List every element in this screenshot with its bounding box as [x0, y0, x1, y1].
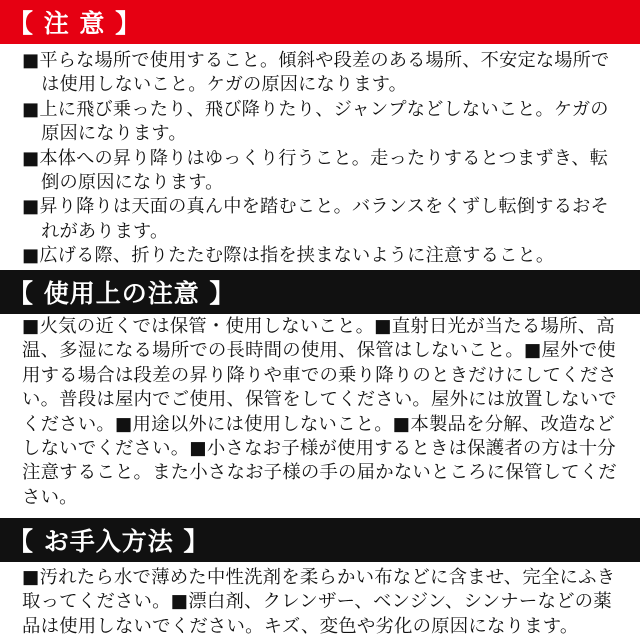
caution-list [22, 49, 624, 269]
caution-item: ■広げる際、折りたたむ際は指を挟まないように注意すること。 [22, 245, 555, 267]
usage-paragraph: ■火気の近くでは保管・使用しないこと。■直射日光が当たる場所、高温、多湿になる場所での長時間の使用、保管はしないこと。■屋外で使用する場合は段差の昇り降りや車での乗り降りのときだけにしてください。普段は屋内でご使用、保管をしてください。屋外には放置しないでください。■用途以外には使用しないこと。■本製品を分解、改造などしないでください。■小さなお子様が使用するときは保護者の方は十分注意すること。また小さなお子様の手の届かないところに保管してください。 [22, 316, 617, 508]
caution-item: ■平らな場所で使用すること。傾斜や段差のある場所、不安定な場所では使用しないこと。ケガの原因になります。 [22, 50, 610, 96]
usage-title: 【 使用上の注意 】 [8, 279, 236, 308]
care-title: 【 お手入方法 】 [8, 527, 210, 556]
care-text-block [22, 566, 626, 639]
caution-header [0, 0, 640, 44]
care-header [0, 518, 640, 562]
caution-item: ■本体への昇り降りはゆっくり行うこと。走ったりするとつまずき、転倒の原因になります。 [22, 147, 609, 194]
caution-title: 【 注 意 】 [8, 9, 142, 38]
caution-item: ■上に飛び乗ったり、飛び降りたり、ジャンプなどしないこと。ケガの原因になります。 [22, 98, 609, 145]
care-paragraph: ■汚れたら水で薄めた中性洗剤を柔らかい布などに含ませ、完全にふき取ってください。■漂白剤、クレンザー、ベンジン、シンナーなどの薬品は使用しないでください。キズ、変色や劣化の原因になります。 [22, 567, 616, 637]
usage-header [0, 270, 640, 314]
usage-text-block [22, 315, 626, 510]
caution-item: ■昇り降りは天面の真ん中を踏むこと。バランスをくずし転倒するおそれがあります。 [22, 196, 609, 242]
